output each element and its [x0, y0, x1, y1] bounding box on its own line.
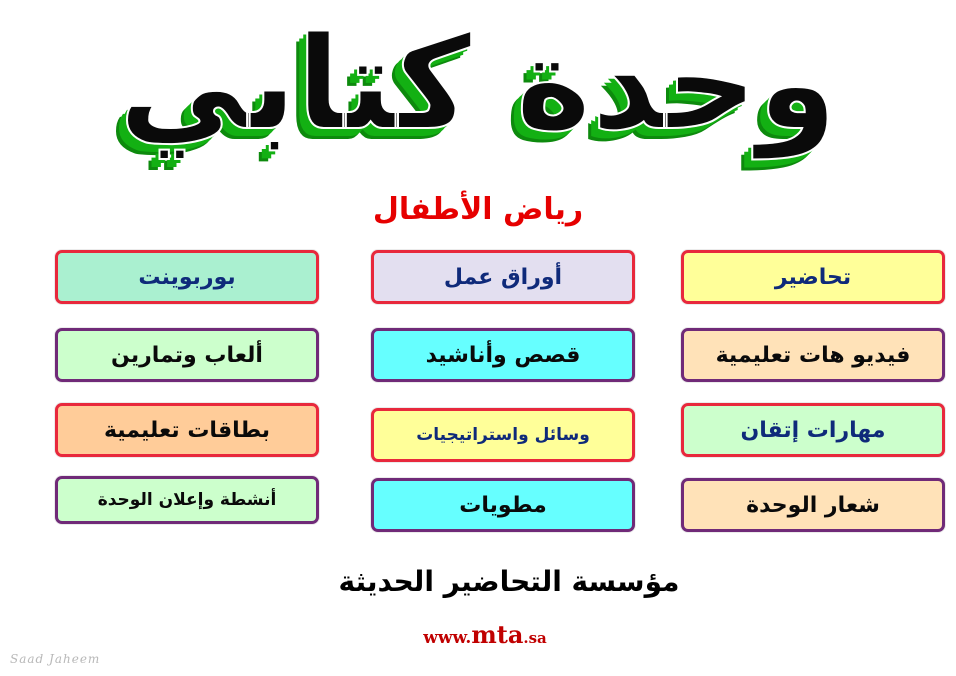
url-prefix: www.	[423, 628, 472, 648]
website-link[interactable]	[0, 620, 956, 649]
activities-announcement-button[interactable]: أنشطة وإعلان الوحدة	[55, 476, 319, 524]
page-title: وحدة كتابي	[118, 10, 838, 159]
organization-name: مؤسسة التحاضير الحديثة	[338, 565, 680, 598]
lesson-plans-button[interactable]: تحاضير	[681, 250, 945, 304]
foldables-button[interactable]: مطويات	[371, 478, 635, 532]
flash-cards-button[interactable]: بطاقات تعليمية	[55, 403, 319, 457]
worksheets-button[interactable]: أوراق عمل	[371, 250, 635, 304]
powerpoint-button[interactable]: بوربوينت	[55, 250, 319, 304]
url-suffix: .sa	[523, 629, 547, 647]
games-exercises-button[interactable]: ألعاب وتمارين	[55, 328, 319, 382]
mastery-skills-button[interactable]: مهارات إتقان	[681, 403, 945, 457]
educational-videos-button[interactable]: فيديو هات تعليمية	[681, 328, 945, 382]
unit-logo-button[interactable]: شعار الوحدة	[681, 478, 945, 532]
aids-strategies-button[interactable]: وسائل واستراتيجيات	[371, 408, 635, 462]
stories-songs-button[interactable]: قصص وأناشيد	[371, 328, 635, 382]
url-domain: mta	[471, 620, 524, 649]
author-signature: Saad Jaheem	[10, 652, 101, 666]
page-subtitle: رياض الأطفال	[372, 192, 584, 227]
